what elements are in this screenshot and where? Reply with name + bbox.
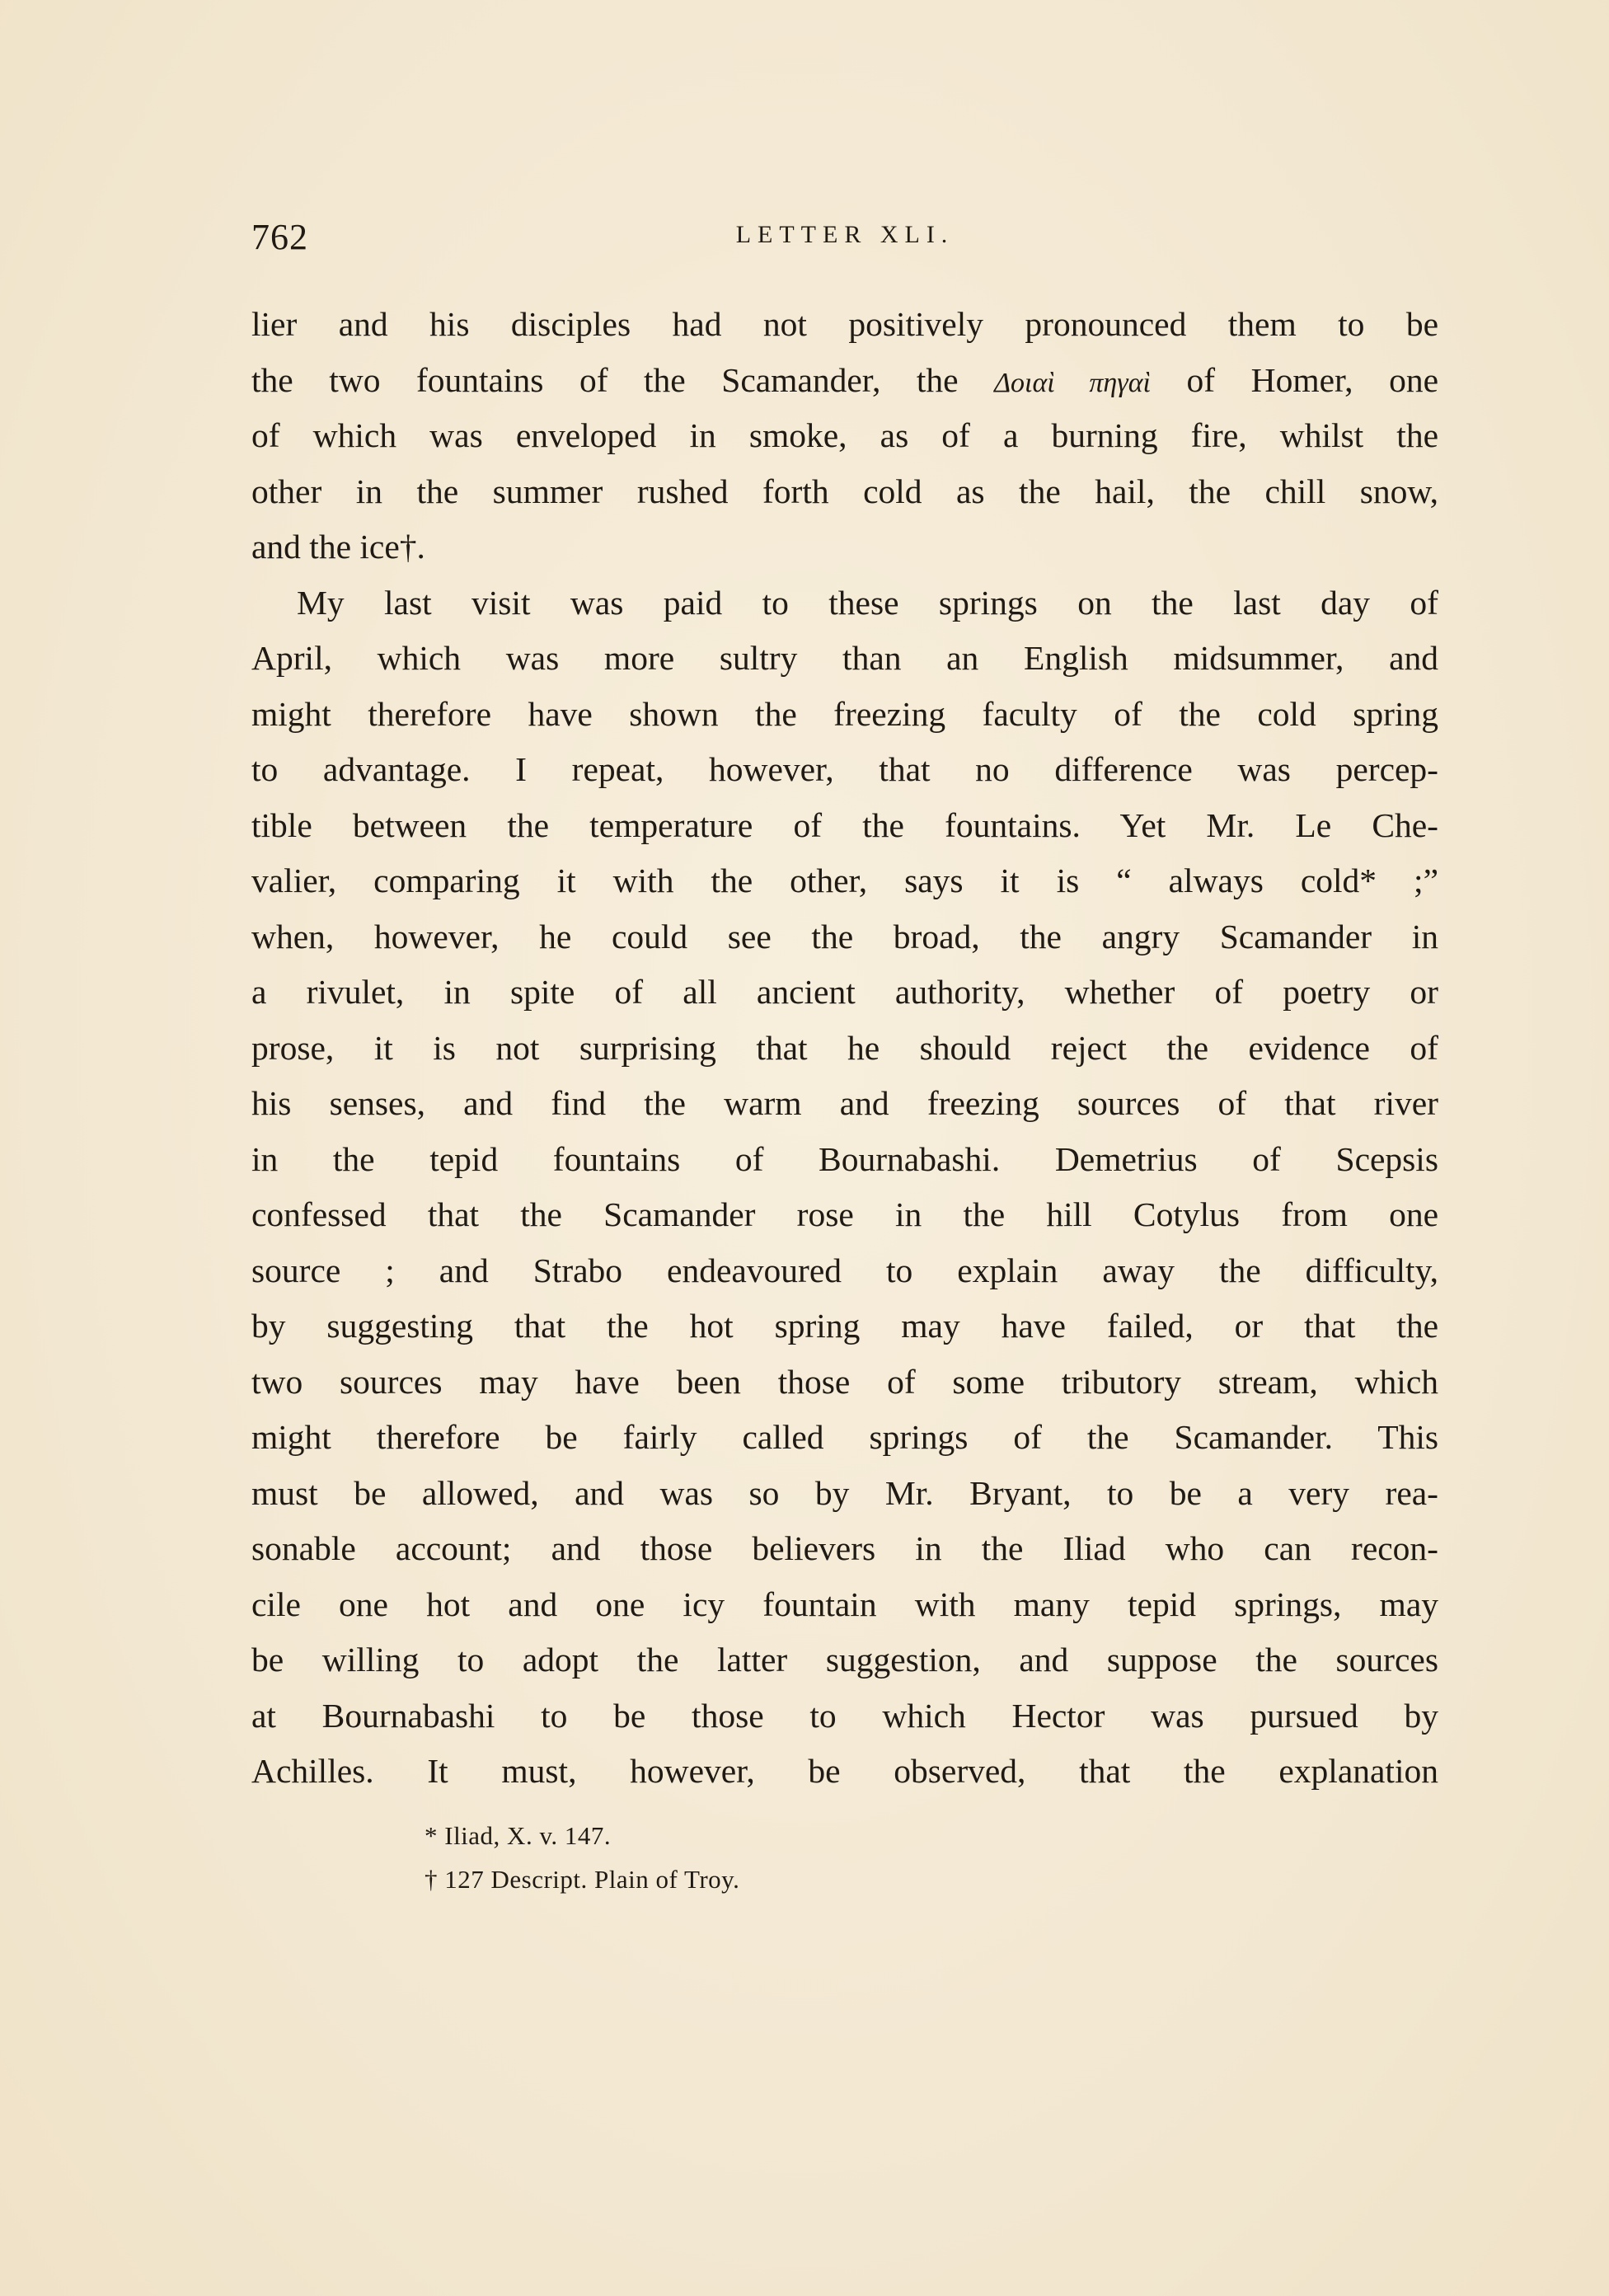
text-line: sonable account; and those believers in the Iliad who can recon- — [251, 1529, 1438, 1567]
text-line: cile one hot and one icy fountain with many tepid springs, may — [251, 1585, 1438, 1623]
text-line: and the ice†. — [251, 528, 425, 566]
text-line: Achilles. It must, however, be observed, that the explanation — [251, 1752, 1438, 1790]
page-number: 762 — [251, 217, 308, 257]
text-line: April, which was more sultry than an English midsummer, and — [251, 639, 1438, 677]
text-line: a rivulet, in spite of all ancient authority, whether of poetry or — [251, 973, 1438, 1011]
text-line: valier, comparing it with the other, says it is “ always cold* ;” — [251, 862, 1438, 899]
text-line: My last visit was paid to these springs on the last day of — [297, 583, 1438, 622]
footnote: * Iliad, X. v. 147. — [425, 1821, 612, 1850]
text-line: tible between the temperature of the fountains. Yet Mr. Le Che- — [251, 805, 1438, 844]
text-line: might therefore have shown the freezing faculty of the cold spring — [251, 694, 1438, 733]
text-line: must be allowed, and was so by Mr. Bryant, to be a very rea- — [251, 1473, 1438, 1512]
greek-phrase: Δοιαὶ πηγαὶ — [994, 367, 1151, 398]
body-text — [251, 297, 1438, 1800]
text-line: by suggesting that the hot spring may have failed, or that the — [251, 1307, 1438, 1345]
text-line-segment: of Homer, one — [1186, 360, 1438, 399]
text-line: when, however, he could see the broad, the angry Scamander in — [251, 917, 1438, 955]
text-line: in the tepid fountains of Bournabashi. Demetrius of Scepsis — [251, 1139, 1438, 1178]
text-line: confessed that the Scamander rose in the hill Cotylus from one — [251, 1195, 1438, 1233]
footnote: † 127 Descript. Plain of Troy. — [425, 1865, 740, 1894]
footnotes — [425, 1814, 1166, 1901]
text-line: other in the summer rushed forth cold as the hail, the chill snow, — [251, 472, 1438, 510]
text-line: be willing to adopt the latter suggestion, and suppose the sources — [251, 1641, 1438, 1679]
text-line: lier and his disciples had not positively pronounced them to be — [251, 305, 1438, 343]
text-line: of which was enveloped in smoke, as of a burning fire, whilst the — [251, 416, 1438, 454]
text-line: source ; and Strabo endeavoured to explain away the difficulty, — [251, 1251, 1438, 1289]
text-line: to advantage. I repeat, however, that no difference was percep- — [251, 750, 1438, 788]
text-line: prose, it is not surprising that he should reject the evidence of — [251, 1028, 1438, 1067]
text-line — [251, 353, 1438, 409]
running-head: LETTER XLI. — [735, 221, 955, 248]
text-line-segment: the two fountains of the Scamander, the — [251, 360, 959, 399]
text-line: at Bournabashi to be those to which Hector was pursued by — [251, 1696, 1438, 1735]
text-line: his senses, and find the warm and freezing sources of that river — [251, 1084, 1438, 1122]
text-line: might therefore be fairly called springs of the Scamander. This — [251, 1418, 1438, 1456]
page-header — [251, 216, 1438, 265]
text-line: two sources may have been those of some tributory stream, which — [251, 1362, 1438, 1401]
